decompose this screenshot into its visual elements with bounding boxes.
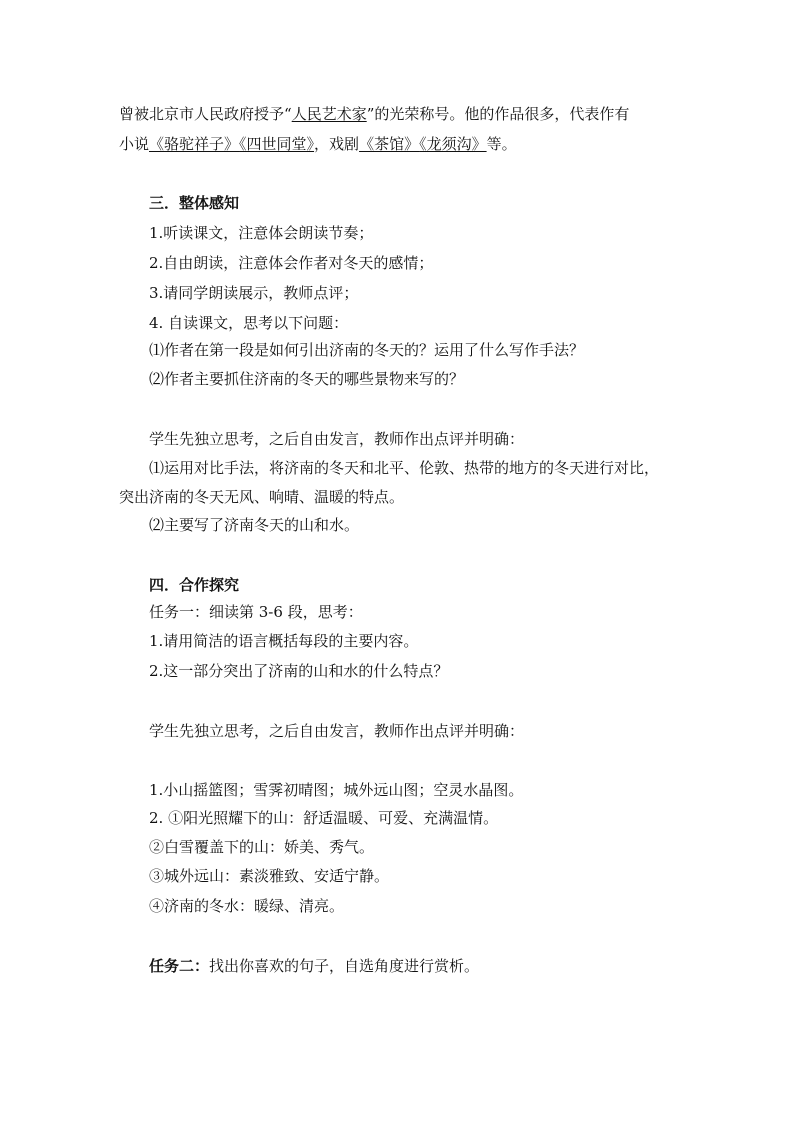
task-line bbox=[149, 955, 479, 977]
task-label: 任务二： bbox=[149, 957, 210, 975]
intro-text: 的光荣称号。他的作品很多，代表作有 bbox=[374, 105, 630, 123]
intro-text: 曾被北京市人民政府授予 bbox=[119, 105, 285, 123]
list-item: 1.请用简洁的语言概括每段的主要内容。 bbox=[149, 632, 419, 650]
section-heading: 四．合作探究 bbox=[149, 576, 240, 594]
intro-line-1 bbox=[119, 103, 629, 125]
task-text: 找出你喜欢的句子，自选角度进行赏析。 bbox=[209, 957, 480, 975]
quote-close: ” bbox=[366, 105, 375, 123]
list-item: 4. 自读课文，思考以下问题： bbox=[149, 314, 349, 332]
intro-line-2 bbox=[119, 133, 517, 155]
work-title: 《四世同堂》 bbox=[239, 135, 315, 153]
list-item: 2.这一部分突出了济南的山和水的什么特点？ bbox=[149, 662, 449, 680]
intro-text: 等。 bbox=[486, 135, 517, 153]
answer-line: 突出济南的冬天无风、响晴、温暖的特点。 bbox=[119, 488, 405, 506]
list-item: 1.听读课文，注意体会朗读节奏； bbox=[149, 224, 374, 242]
answer-line: ②白雪覆盖下的山：娇美、秀气。 bbox=[149, 838, 375, 856]
answer-intro: 学生先独立思考，之后自由发言，教师作出点评并明确： bbox=[149, 430, 525, 448]
work-title: 《龙须沟》 bbox=[419, 135, 487, 153]
honor-title: 人民艺术家 bbox=[291, 105, 367, 123]
answer-intro: 学生先独立思考，之后自由发言，教师作出点评并明确： bbox=[149, 722, 525, 740]
list-item: 3.请同学朗读展示，教师点评； bbox=[149, 284, 359, 302]
answer-line: ④济南的冬水：暖绿、清亮。 bbox=[149, 897, 345, 915]
section-heading: 三．整体感知 bbox=[149, 194, 240, 212]
work-title: 《茶馆》 bbox=[359, 135, 420, 153]
list-item: ⑵作者主要抓住济南的冬天的哪些景物来写的？ bbox=[149, 370, 465, 388]
answer-line: 1.小山摇篮图；雪霁初晴图；城外远山图；空灵水晶图。 bbox=[149, 781, 524, 799]
work-title: 《骆驼祥子》 bbox=[149, 135, 240, 153]
list-item: ⑴作者在第一段是如何引出济南的冬天的？运用了什么写作手法？ bbox=[149, 341, 585, 359]
intro-text: ，戏剧 bbox=[314, 135, 360, 153]
answer-line: ⑴运用对比手法，将济南的冬天和北平、伦敦、热带的地方的冬天进行对比， bbox=[149, 459, 660, 477]
quote-open: “ bbox=[284, 105, 292, 123]
answer-line: ⑵主要写了济南冬天的山和水。 bbox=[149, 516, 360, 534]
list-item: 2.自由朗读，注意体会作者对冬天的感情； bbox=[149, 254, 434, 272]
answer-line: 2. ①阳光照耀下的山：舒适温暖、可爱、充满温情。 bbox=[149, 809, 499, 827]
answer-line: ③城外远山：素淡雅致、安适宁静。 bbox=[149, 867, 390, 885]
intro-text: 小说 bbox=[119, 135, 150, 153]
task-line: 任务一：细读第 3-6 段，思考： bbox=[149, 603, 363, 621]
